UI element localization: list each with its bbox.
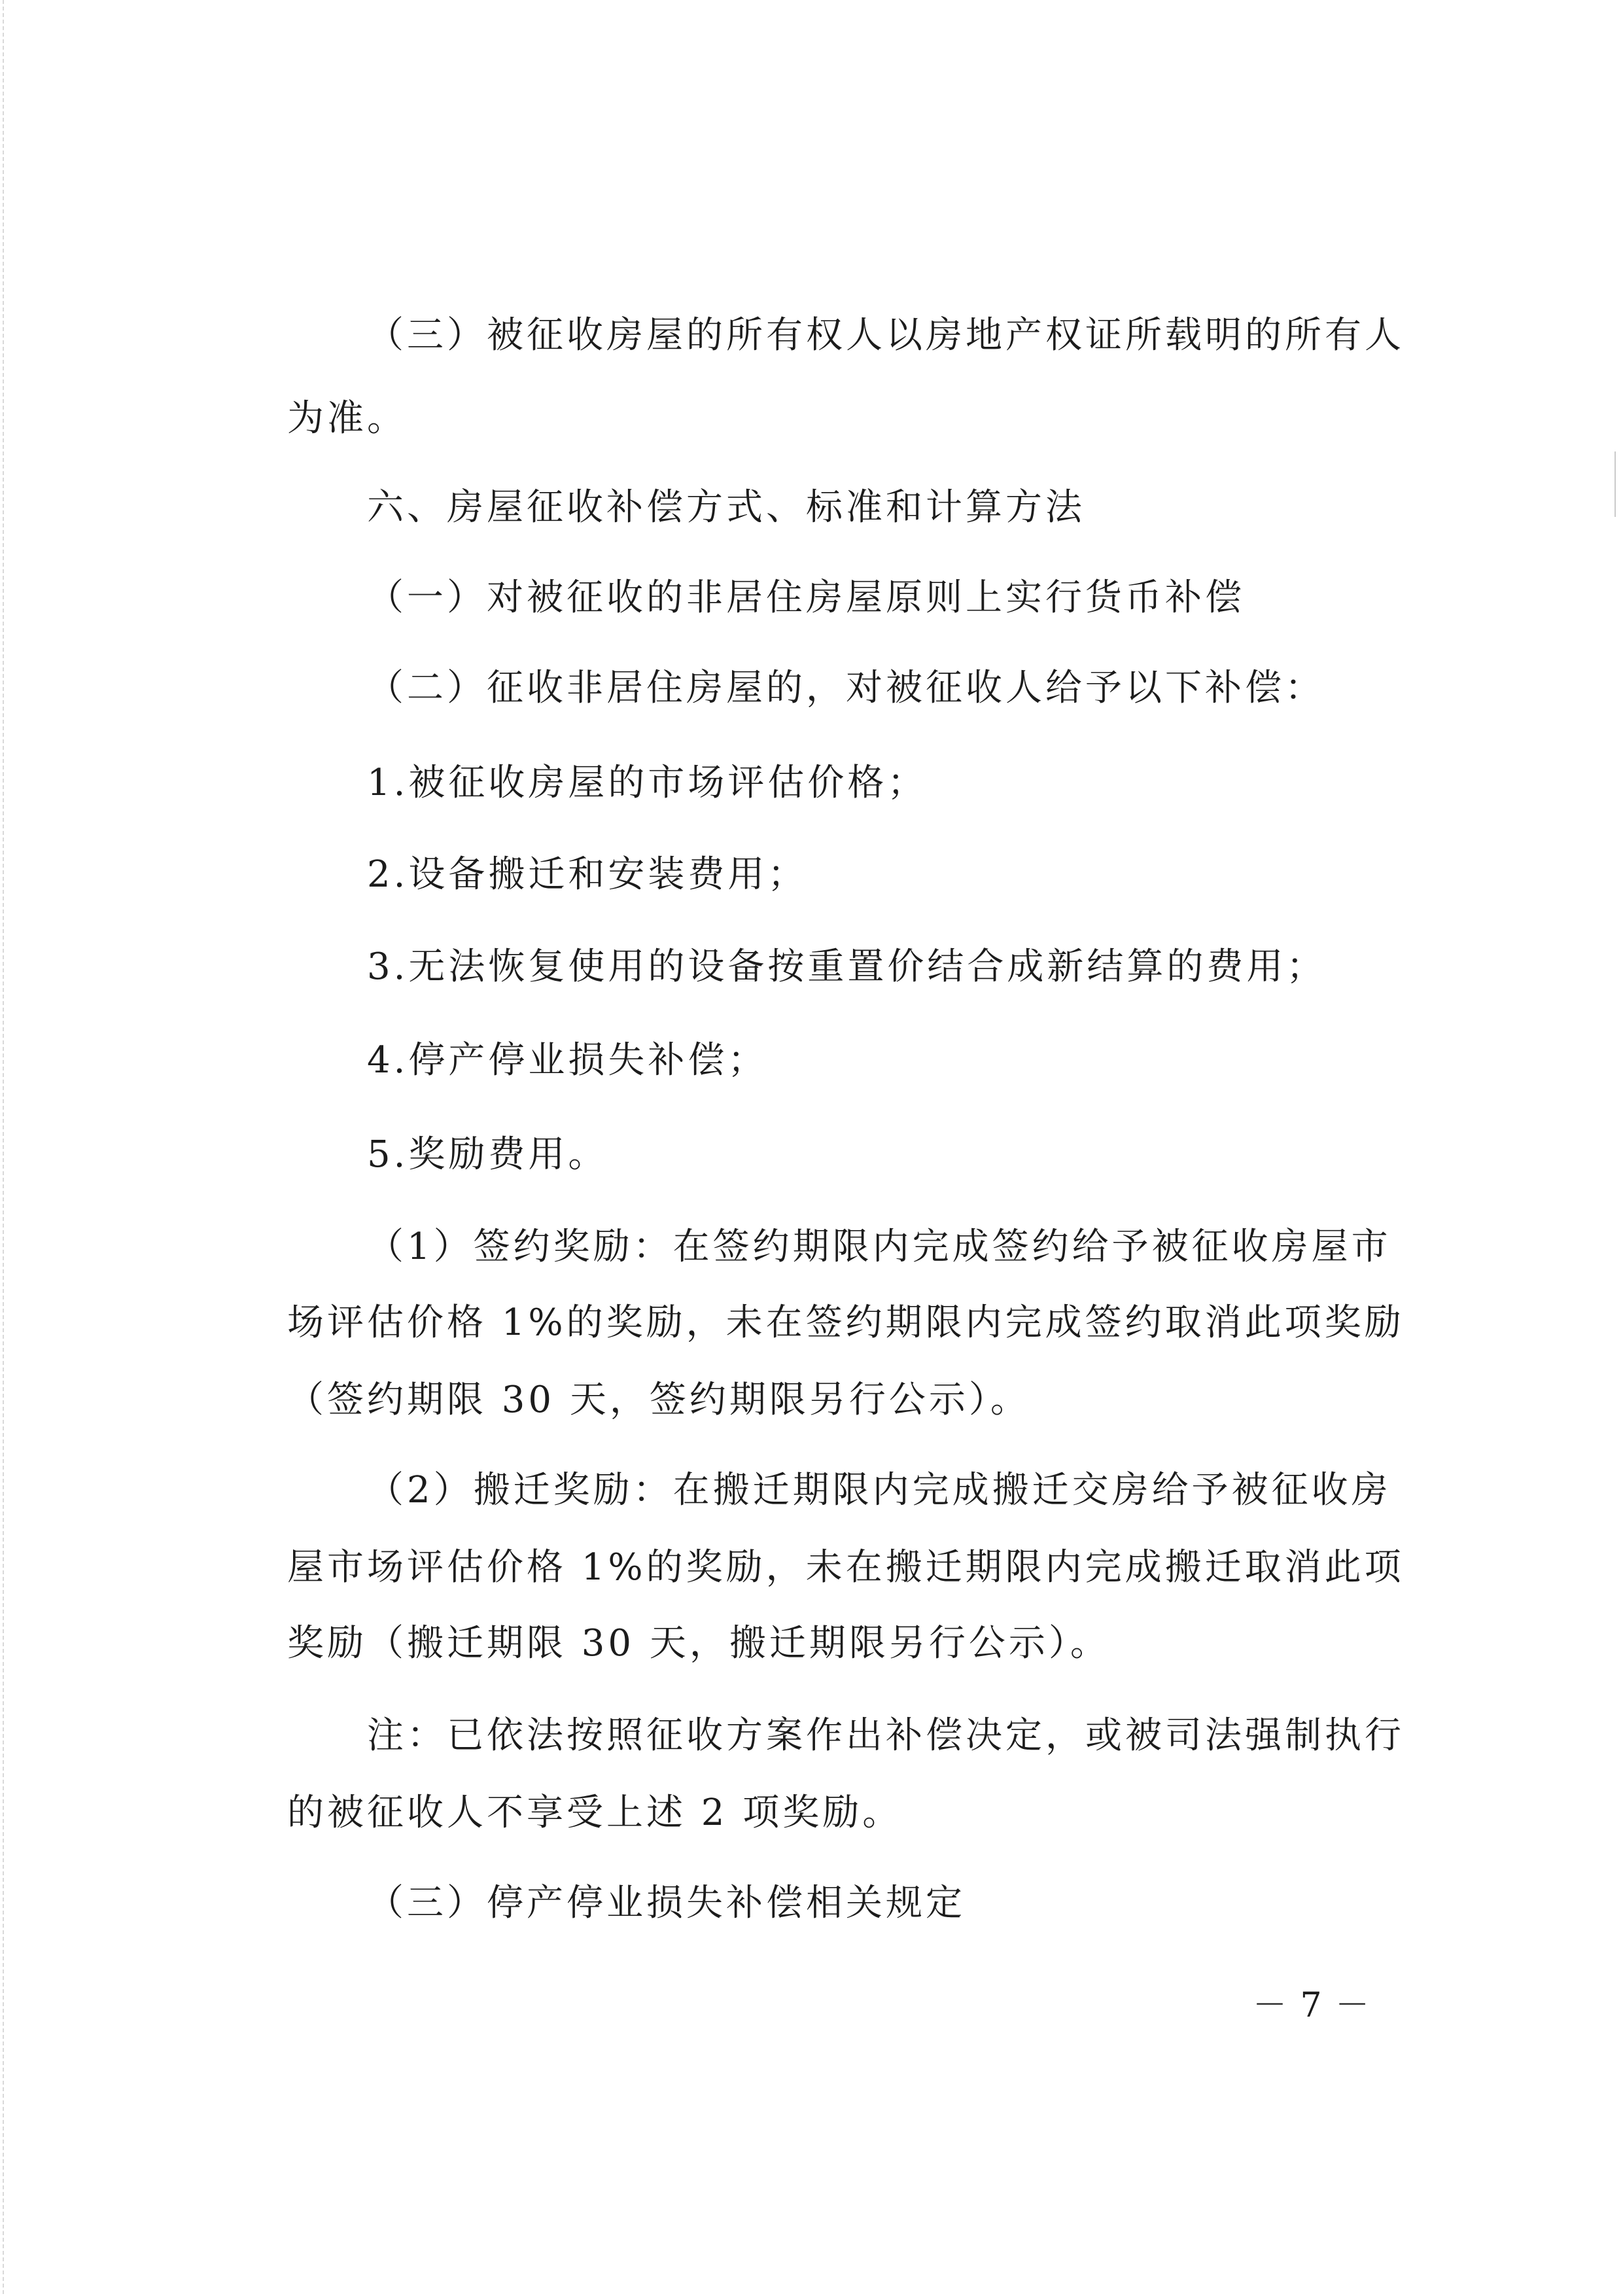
scan-edge-line <box>3 0 4 2296</box>
paragraph-line: （二）征收非居住房屋的，对被征收人给予以下补偿： <box>367 667 1325 709</box>
paragraph-line: 3.无法恢复使用的设备按重置价结合成新结算的费用； <box>367 945 1327 988</box>
paragraph-line: 2.设备搬迁和安装费用； <box>367 853 808 896</box>
paragraph-line: 屋市场评估价格 1%的奖励，未在搬迁期限内完成搬迁取消此项 <box>287 1546 1405 1589</box>
paragraph-line: （2）搬迁奖励：在搬迁期限内完成搬迁交房给予被征收房 <box>367 1469 1391 1511</box>
paragraph-line: 4.停产停业损失补偿； <box>367 1039 768 1082</box>
paragraph-line: 六、房屋征收补偿方式、标准和计算方法 <box>367 486 1085 529</box>
paragraph-line: （三）被征收房屋的所有权人以房地产权证所载明的所有人 <box>367 314 1405 357</box>
paragraph-line: 1.被征收房屋的市场评估价格； <box>367 762 928 804</box>
paragraph-line: （一）对被征收的非居住房屋原则上实行货币补偿 <box>367 576 1245 619</box>
paragraph-line: （三）停产停业损失补偿相关规定 <box>367 1882 966 1924</box>
paragraph-line: 5.奖励费用。 <box>367 1133 608 1176</box>
paragraph-line: 为准。 <box>287 397 407 440</box>
paragraph-line: （1）签约奖励：在签约期限内完成签约给予被征收房屋市 <box>367 1226 1391 1268</box>
paragraph-line: 场评估价格 1%的奖励，未在签约期限内完成签约取消此项奖励 <box>287 1301 1405 1344</box>
paragraph-line: 注：已依法按照征收方案作出补偿决定，或被司法强制执行 <box>367 1714 1405 1757</box>
paragraph-line: 的被征收人不享受上述 2 项奖励。 <box>287 1792 903 1834</box>
scan-mark <box>1614 451 1616 517</box>
page-number: － 7 － <box>1253 1986 1371 2025</box>
paragraph-line: 奖励（搬迁期限 30 天，搬迁期限另行公示）。 <box>287 1622 1110 1665</box>
paragraph-line: （签约期限 30 天，签约期限另行公示）。 <box>287 1379 1030 1421</box>
